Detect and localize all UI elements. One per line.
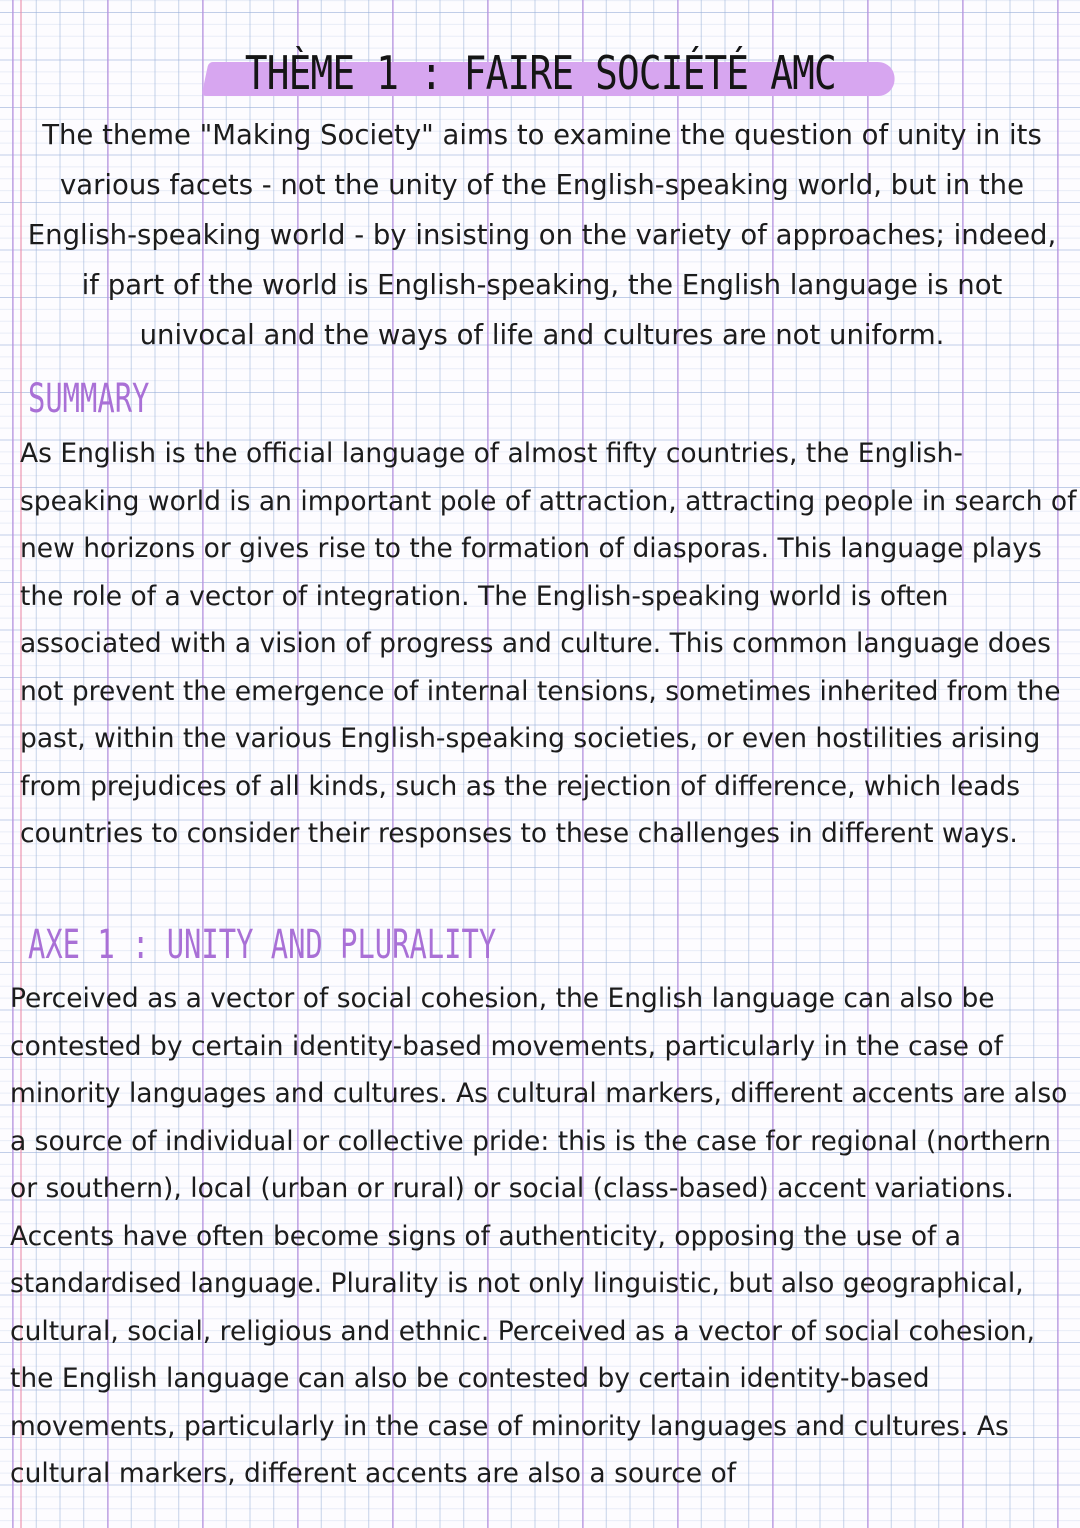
intro-paragraph: The theme "Making Society" aims to examine the question of unity in its various facets - not the unity of the English-speaking world, but in the English-speaking world - by insisting on the variety of approaches; indeed, if part of the world is English-speaking, the English language is not univocal and the ways of life and cultures are not uniform.: [27, 119, 1057, 351]
summary-heading: SUMMARY: [28, 376, 150, 422]
axe-1-paragraph: Perceived as a vector of social cohesion, the English language can also be contested by certain identity-based movements, particularly in the case of minority languages and cultures. As cultural markers, different accents are also a source of individual or collective pride: this is the case for regional (northern or southern), local (urban or rural) or social (class-based) accent variations. Accents have often become signs of authenticity, opposing the use of a standardised language. Plurality is not only linguistic, but also geographical, cultural, social, religious and ethnic. Perceived as a vector of social cohesion, the English language can also be contested by certain identity-based movements, particularly in the case of minority languages and cultures. As cultural markers, different accents are also a source of: [10, 983, 1068, 1489]
axe-1-heading: AXE 1 : UNITY AND PLURALITY: [28, 922, 497, 968]
page-title: THÈME 1 : FAIRE SOCIÉTÉ AMC: [244, 46, 836, 100]
summary-paragraph: As English is the official language of almost fifty countries, the English-speaking world is an important pole of attraction, attracting people in search of new horizons or gives rise to the formation of diasporas. This language plays the role of a vector of integration. The English-speaking world is often associated with a vision of progress and culture. This common language does not prevent the emergence of internal tensions, sometimes inherited from the past, within the various English-speaking societies, or even hostilities arising from prejudices of all kinds, such as the rejection of difference, which leads countries to consider their responses to these challenges in different ways.: [20, 438, 1077, 849]
title-block: [0, 42, 1080, 104]
